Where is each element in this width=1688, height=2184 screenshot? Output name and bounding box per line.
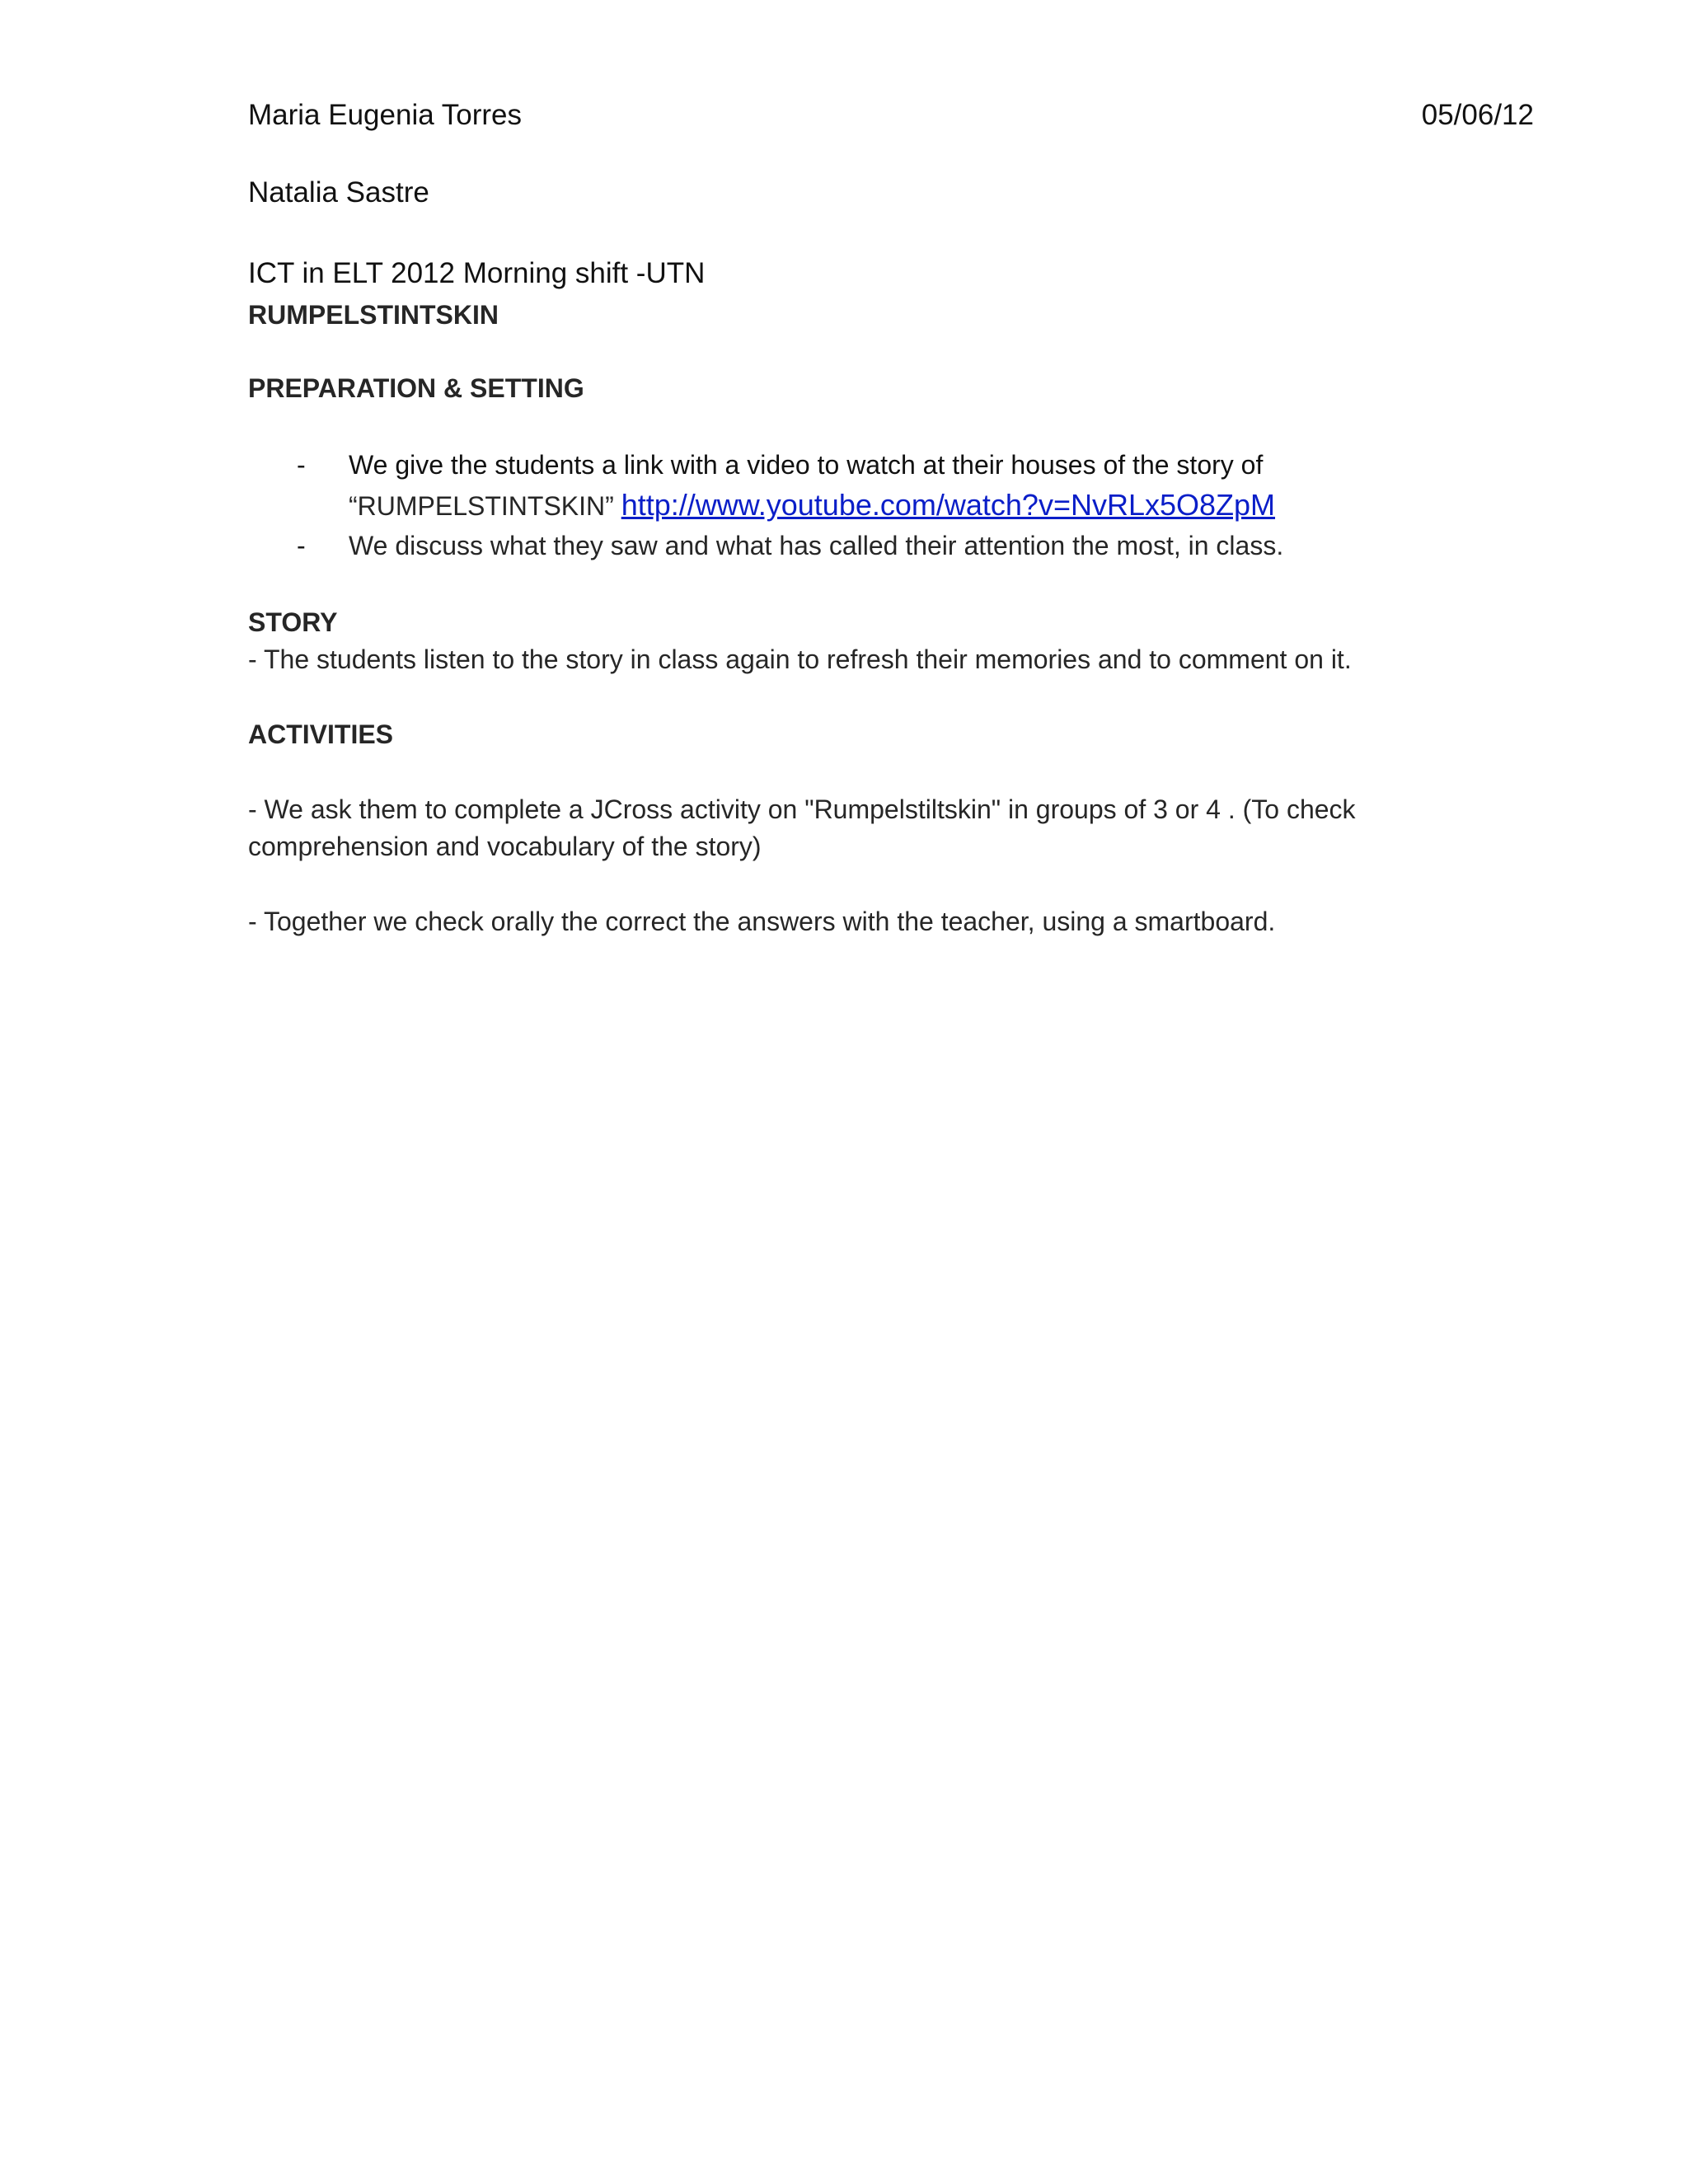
story-heading: STORY — [248, 607, 338, 637]
story-name-quote: “RUMPELSTINTSKIN” — [349, 491, 621, 521]
document-title: RUMPELSTINTSKIN — [248, 300, 499, 330]
author-name-1: Maria Eugenia Torres — [248, 99, 523, 131]
activities-heading: ACTIVITIES — [248, 719, 394, 749]
preparation-heading: PREPARATION & SETTING — [248, 373, 584, 403]
bullet-dash-1: - — [297, 450, 306, 480]
activities-item-1-line-2: comprehension and vocabulary of the story) — [248, 832, 762, 861]
preparation-item-2: We discuss what they saw and what has called their attention the most, in class. — [349, 531, 1284, 560]
preparation-item-1-line-2 — [349, 488, 1275, 523]
youtube-link[interactable]: http://www.youtube.com/watch?v=NvRLx5O8ZpM — [621, 488, 1276, 522]
course-line: ICT in ELT 2012 Morning shift -UTN — [248, 257, 706, 289]
activities-item-2: - Together we check orally the correct the answers with the teacher, using a smartboard. — [248, 907, 1276, 936]
story-text: - The students listen to the story in class again to refresh their memories and to comment on it. — [248, 644, 1352, 674]
bullet-dash-2: - — [297, 531, 306, 560]
document-date: 05/06/12 — [1421, 99, 1534, 131]
activities-item-1-line-1: - We ask them to complete a JCross activity on "Rumpelstiltskin" in groups of 3 or 4 . (To check — [248, 794, 1356, 824]
author-name-2: Natalia Sastre — [248, 176, 429, 209]
preparation-item-1-line-1: We give the students a link with a video to watch at their houses of the story of — [349, 450, 1264, 480]
